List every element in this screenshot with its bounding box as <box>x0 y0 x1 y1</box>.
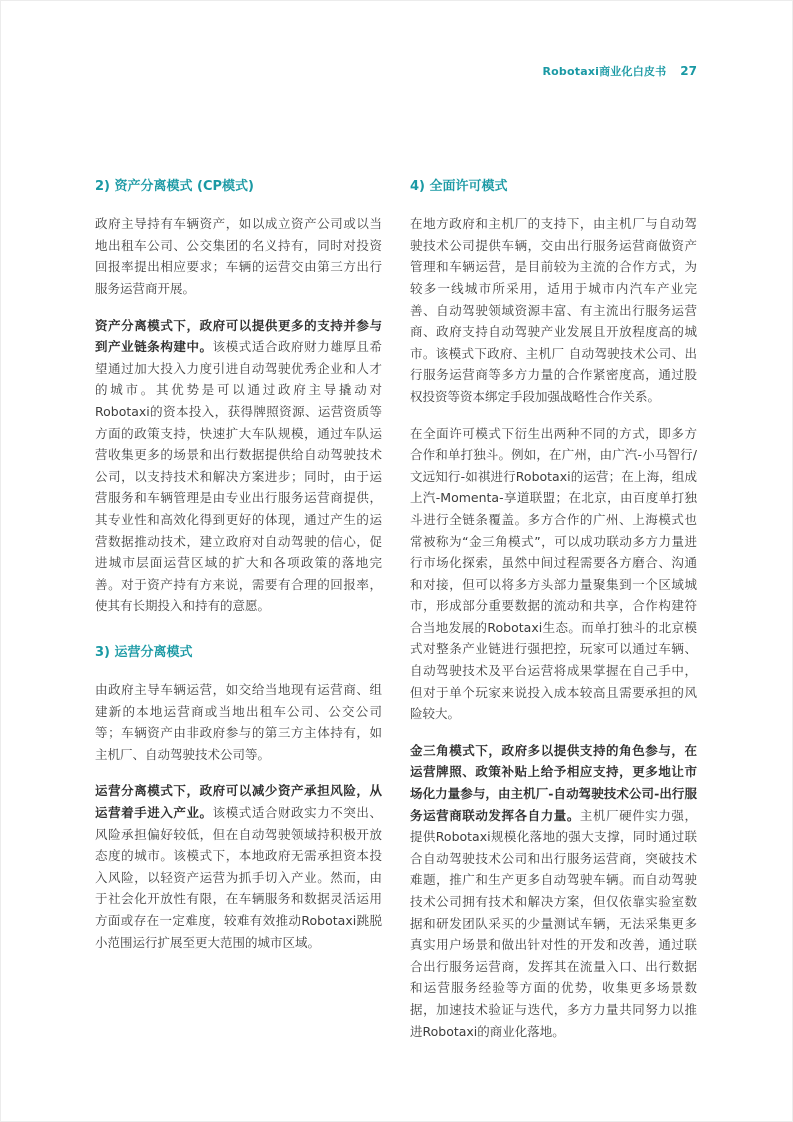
paragraph-text: 在地方政府和主机厂的支持下，由主机厂与自动驾驶技术公司提供车辆，交由出行服务运营商做资产管理和车辆运营，是目前较为主流的合作方式，为较多一线城市所采用，适用于城市内汽车产业完善、自动驾驶领域资源丰富、有主流出行服务运营商、政府支持自动驾驶产业发展且开放程度高的城市。该模式下政府、主机厂 自动驾驶技术公司、出行服务运营商等多方力量的合作紧密度高，通过股权投资等资本绑定手段加强战略性合作关系。 <box>410 216 697 404</box>
paragraph-text: 该模式适合政府财力雄厚且希望通过加大投入力度引进自动驾驶优秀企业和人才的城市。其优势是可以通过政府主导撬动对Robotaxi的资本投入，获得牌照资源、运营资质等方面的政策支持，快速扩大车队规模，通过车队运营收集更多的场景和出行数据提供给自动驾驶技术公司，以支持技术和解决方案进步；同时，由于运营服务和车辆管理是由专业出行服务运营商提供，其专业性和高效化得到更好的体现，通过产生的运营数据推动技术，建立政府对自动驾驶的信心，促进城市层面运营区域的扩大和各项政策的落地完善。对于资产持有方来说，需要有合理的回报率，使其有长期投入和持有的意愿。 <box>95 339 382 614</box>
paragraph-text: 由政府主导车辆运营，如交给当地现有运营商、组建新的本地运营商或当地出租车公司、公交公司等；车辆资产由非政府参与的第三方主体持有，如主机厂、自动驾驶技术公司等。 <box>95 682 382 762</box>
paragraph-lead-bold: 资产分离模式下，政府可以提供更多的支持并参与到产业链条构建中。 <box>95 317 382 355</box>
heading-asset-separation-model: 2) 资产分离模式 (CP模式) <box>95 179 254 194</box>
page-content <box>95 178 697 1057</box>
heading-full-license-model: 4) 全面许可模式 <box>410 179 508 194</box>
paragraph <box>95 315 382 617</box>
document-title: Robotaxi商业化白皮书 <box>542 65 667 78</box>
left-column <box>95 178 382 1057</box>
paragraph <box>410 213 697 407</box>
page-header <box>542 63 697 79</box>
paragraph <box>410 423 697 725</box>
paragraph <box>95 780 382 953</box>
paragraph-text: 主机厂硬件实力强，提供Robotaxi规模化落地的强大支撑，同时通过联合自动驾驶技术公司和出行服务运营商，突破技术难题，推广和生产更多自动驾驶车辆。而自动驾驶技术公司拥有技术和解决方案，但仅依靠实验室数据和研发团队采买的少量测试车辆，无法采集更多真实用户场景和做出针对性的开发和改善，通过联合出行服务运营商，发挥其在流量入口、出行数据和运营服务经验等方面的优势，收集更多场景数据，加速技术验证与迭代，多方力量共同努力以推进Robotaxi的商业化落地。 <box>410 807 697 1039</box>
paragraph-lead-bold: 金三角模式下，政府多以提供支持的角色参与，在运营牌照、政策补贴上给予相应支持，更多地让市场化力量参与，由主机厂-自动驾驶技术公司-出行服务运营商联动发挥各自力量。 <box>410 742 697 823</box>
right-column <box>410 178 697 1057</box>
paragraph-lead-bold: 运营分离模式下，政府可以减少资产承担风险，从运营着手进入产业。 <box>95 783 382 821</box>
paragraph-text: 在全面许可模式下衍生出两种不同的方式，即多方合作和单打独斗。例如，在广州，由广汽-小马智行/文远知行-如祺进行Robotaxi的运营；在上海，组成上汽-Momenta-享道联盟；在北京，由百度单打独斗进行全链条覆盖。多方合作的广州、上海模式也常被称为“金三角模式”，可以成功联动多方力量进行市场化探索，虽然中间过程需要各方磨合、沟通和对接，但可以将多方头部力量聚集到一个区域城市，形成部分重要数据的流动和共享，合作构建符合当地发展的Robotaxi生态。而单打独斗的北京模式对整条产业链进行强把控，玩家可以通过车辆、自动驾驶技术及平台运营将成果掌握在自己手中，但对于单个玩家来说投入成本较高且需要承担的风险较大。 <box>410 425 697 722</box>
paragraph <box>410 740 697 1042</box>
heading-operation-separation-model: 3) 运营分离模式 <box>95 644 193 660</box>
paragraph-text: 政府主导持有车辆资产，如以成立资产公司或以当地出租车公司、公交集团的名义持有，同时对投资回报率提出相应要求；车辆的运营交由第三方出行服务运营商开展。 <box>95 216 382 296</box>
paragraph <box>95 679 382 765</box>
paragraph-text: 该模式适合财政实力不突出、风险承担偏好较低，但在自动驾驶领域持积极开放态度的城市。该模式下，本地政府无需承担资本投入风险，以轻资产运营为抓手切入产业。然而，由于社会化开放性有限，在车辆服务和数据灵活运用方面或存在一定难度，较难有效推动Robotaxi跳脱小范围运行扩展至更大范围的城市区域。 <box>95 805 382 950</box>
paragraph <box>95 213 382 299</box>
page-number: 27 <box>680 64 697 78</box>
